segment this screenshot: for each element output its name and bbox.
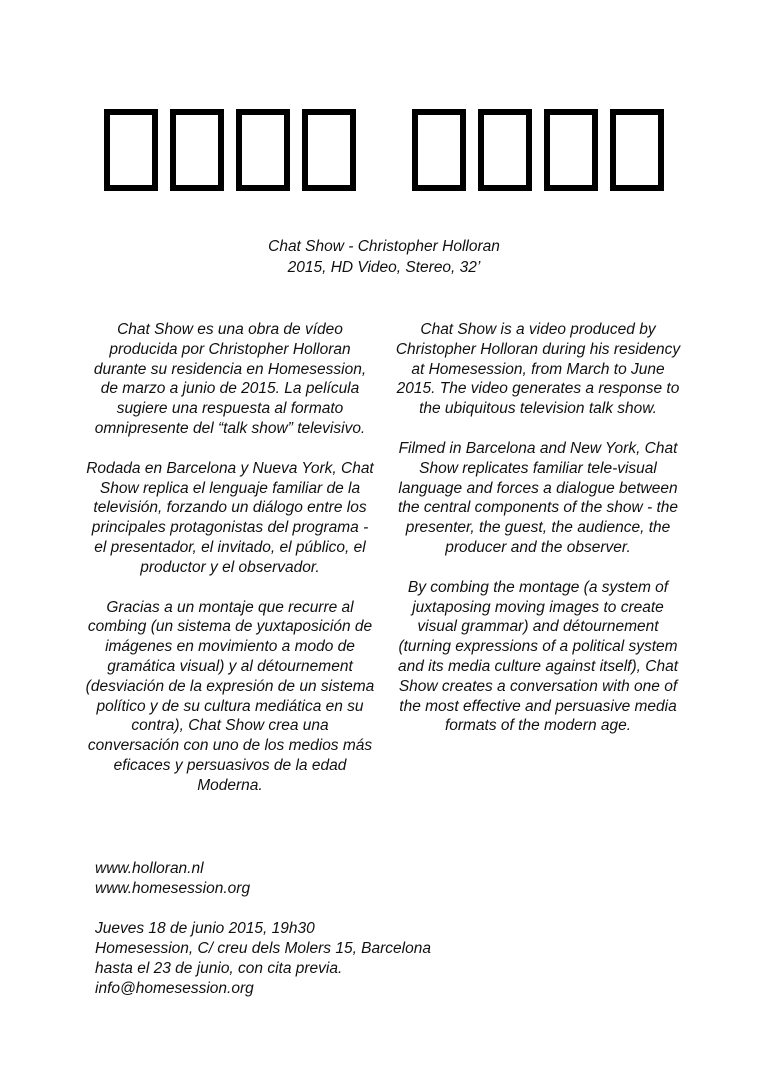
missing-glyph-icon (104, 109, 158, 191)
spacer (95, 899, 695, 919)
spanish-paragraph: Rodada en Barcelona y Nueva York, Chat Show replica el lenguaje familiar de la televisión, forzando un diálogo entre los principales protagonistas del programa - el presentador, el invitado, el público, el productor y el observador. (86, 459, 374, 576)
missing-glyph-icon (170, 109, 224, 191)
contact-email[interactable]: info@homesession.org (95, 980, 254, 997)
english-paragraph: By combing the montage (a system of juxtaposing moving images to create visual grammar) and détournement (turning expressions of a political system and its media culture against itself), Chat Show creates a conversation with one of the most effective and persuasive media formats of the modern age. (398, 578, 678, 735)
missing-glyph-icon (302, 109, 356, 191)
page-title (0, 100, 768, 200)
english-paragraph: Chat Show is a video produced by Christopher Holloran during his residency at Homesession, from March to June 2015. The video generates a response to the ubiquitous television talk show. (395, 321, 681, 418)
missing-glyph-icon (412, 109, 466, 191)
missing-glyph-icon (544, 109, 598, 191)
work-info (0, 236, 768, 278)
english-column (393, 320, 683, 756)
website-link-homesession[interactable]: www.homesession.org (95, 880, 251, 897)
spanish-paragraph: Gracias a un montaje que recurre al combing (un sistema de yuxtaposición de imágenes en movimiento a modo de gramática visual) y al détournement (desviación de la expresión de un sistema político y de su cultura mediática en su contra), Chat Show crea una conversación con uno de los medios más eficaces y persuasivos de la edad Moderna. (85, 598, 375, 794)
missing-glyph-icon (610, 109, 664, 191)
event-availability: hasta el 23 de junio, con cita previa. (95, 960, 343, 977)
missing-glyph-icon (236, 109, 290, 191)
spanish-column (85, 320, 375, 816)
work-specs: 2015, HD Video, Stereo, 32’ (287, 259, 481, 276)
event-date: Jueves 18 de junio 2015, 19h30 (95, 920, 315, 937)
english-paragraph: Filmed in Barcelona and New York, Chat Show replicates familiar tele-visual language and forces a dialogue between the central components of the show - the presenter, the guest, the audience, the producer and the observer. (397, 439, 679, 556)
website-link-holloran[interactable]: www.holloran.nl (95, 860, 204, 877)
title-word-1 (104, 109, 356, 191)
work-credit: Chat Show - Christopher Holloran (268, 238, 500, 255)
event-footer (95, 859, 695, 999)
title-word-2 (412, 109, 664, 191)
event-address: Homesession, C/ creu dels Molers 15, Barcelona (95, 940, 431, 957)
spanish-paragraph: Chat Show es una obra de vídeo producida por Christopher Holloran durante su residencia en Homesession, de marzo a junio de 2015. La película sugiere una respuesta al formato omnipresente del “talk show” televisivo. (93, 321, 367, 437)
missing-glyph-icon (478, 109, 532, 191)
